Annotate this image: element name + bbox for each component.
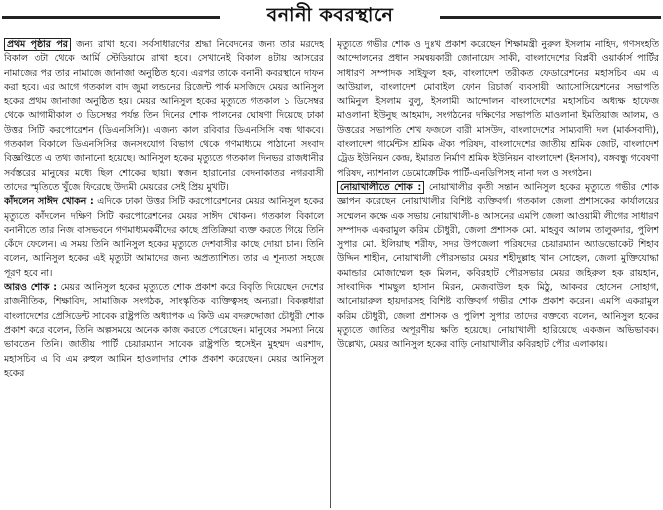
- paragraph-noakhali-text: নোয়াখালীর কৃতী সন্তান আনিসুল হকের মৃত্যুতে গভীর শোক জ্ঞাপন করেছেন নোয়াখালীর বিশিষ্ট ব্যক্তিবর্গ। গতকাল জেলা প্রশাসকের কার্যালয়ের সম্মেলন কক্ষে এক সভায় নোয়াখালী-৪ আসনের এমপি জেলা আওয়ামী লীগের সাধারণ সম্পাদক একরামুল করিম চৌধুরী, জেলা প্রশাসক মো. মাহবুব আলম তালুকদার, পুলিশ সুপার মো. ইলিয়াছ শরীফ, সদর উপজেলা পরিষদের চেয়ারম্যান অ্যাডভোকেট শিহাব উদ্দিন শাহীন, নোয়াখালী পৌরসভার মেয়র শহীদুল্লাহ খান সোহেল, জেলা মুক্তিযোদ্ধা কমান্ডার মোজাম্মেল হক মিলন, কবিরহাট পৌরসভার মেয়র জহিরুল হক রায়হান, সাংবাদিক শামছুল হাসান মিরন, মেজবাউল হক মিঠু, আকবর হোসেন সোহাগ, আনোয়ারুল হায়দারসহ বিশিষ্ট ব্যক্তিবর্গ গভীর শোক প্রকাশ করেন। এমপি একরামুল করিম চৌধুরী, জেলা প্রশাসক ও পুলিশ সুপার তাদের বক্তব্যে বলেন, আনিসুল হকের মৃত্যুতে জাতির অপূরণীয় ক্ষতি হয়েছে। নোয়াখালী হারিয়েছে একজন অভিভাবক। উল্লেখ্য, মেয়র আনিসুল হকের বাড়ি নোয়াখালীর কবিরহাট পৌর এলাকায়।: [337, 181, 659, 351]
- paragraph-more-condolence-text: মেয়র আনিসুল হকের মৃত্যুতে শোক প্রকাশ করে বিবৃতি দিয়েছেন দেশের রাজনীতিক, শিক্ষাবিদ, সামাজিক সংগঠক, সাংস্কৃতিক ব্যক্তিত্বসহ অন্যরা। বিকল্পধারা বাংলাদেশের প্রেসিডেন্ট সাবেক রাষ্ট্রপতি অধ্যাপক এ কিউ এম বদরুদ্দোজা চৌধুরী শোক প্রকাশ করে বলেন, তিনি অল্পসময়ে অনেক কাজ করতে পেরেছেন। মানুষের সমস্যা নিয়ে ভাবতেন তিনি। জাতীয় পার্টি চেয়ারম্যান সাবেক রাষ্ট্রপতি হুসেইন মুহম্মদ এরশাদ, মহাসচিব এ বি এম রুহুল আমিন হাওলাদার শোক প্রকাশ করেছেন। মেয়র আনিসুল হকের: [4, 282, 324, 379]
- paragraph-intro-text: জন্য রাখা হবে। সর্বসাধারণের শ্রদ্ধা নিবেদনের জন্য তার মরদেহ বিকাল ৩টা থেকে আর্মি স্টেডিয়ামে রাখা হবে। সেখানেই বিকাল ৪টায় আসরের নামাজের পর তার নামাজে জানাজা অনুষ্ঠিত হবে। এরপর তাকে বনানী কবরস্থানে দাফন করা হবে। এর আগে গতকাল বাদ জুমা লন্ডনের রিজেন্ট পার্ক মসজিদে মেয়র আনিসুল হকের প্রথম জানাজা অনুষ্ঠিত হয়। মেয়র আনিসুল হকের মৃত্যুতে গতকাল ১ ডিসেম্বর থেকে আগামীকাল ৩ ডিসেম্বর পর্যন্ত তিন দিনের শোক পালনের ঘোষণা দিয়েছে ঢাকা উত্তর সিটি করপোরেশন (ডিএনসিসি)। এজন্য কাল রবিবার ডিএনসিসি বন্ধ থাকবে। গতকাল বিকালে ডিএনসিসির জনসংযোগ বিভাগ থেকে গণমাধ্যমে পাঠানো সংবাদ বিজ্ঞপ্তিতে এ তথ্য জানানো হয়েছে। আনিসুল হকের মৃত্যুতে গতকাল দিনভর রাজধানীর সর্বস্তরের মানুষের মধ্যে ছিল শোকের ছায়া। স্বজন হারানোর বেদনাকাতর নগরবাসী তাদের স্মৃতিতে খুঁজে ফিরেছে উদ্যমী মেয়রের সেই প্রিয় মুখটি।: [4, 39, 324, 193]
- subhead-noakhali: নোয়াখালীতে শোক :: [337, 181, 424, 194]
- paragraph-intro: [4, 38, 324, 195]
- right-column: [337, 38, 659, 508]
- headline-rule-right: [440, 16, 661, 19]
- paragraph-khokon-text: এদিকে ঢাকা উত্তর সিটি করপোরেশনের মেয়র আনিসুল হকের মৃত্যুতে কাঁদলেন দক্ষিণ সিটি করপোরেশনের মেয়র সাঈদ খোকন। গতকাল বিকালে বনানীতে তার নিজ বাসভবনে গণমাধ্যমকর্মীদের কাছে প্রতিক্রিয়া ব্যক্ত করতে গিয়ে তিনি কেঁদে ফেলেন। এ সময় তিনি আনিসুল হকের মৃত্যুতে দেশবাসীর কাছে দোয়া চান। তিনি বলেন, আনিসুল হকের এই মৃত্যুটা আমাদের জন্য অপ্রত্যাশিত। তার এ শূন্যতা সহজে পূরণ হবে না।: [4, 196, 324, 279]
- paragraph-more-condolence: [4, 281, 324, 381]
- continued-label: প্রথম পৃষ্ঠার পর: [4, 38, 71, 51]
- headline-bar: [0, 0, 663, 34]
- headline-title: বনানী কবরস্থানে: [266, 4, 394, 26]
- column-divider: [330, 38, 331, 508]
- subhead-khokon: কাঁদলেন সাঈদ খোকন :: [4, 196, 94, 208]
- paragraph-condolence-list: মৃত্যুতে গভীর শোক ও দুঃখ প্রকাশ করেছেন শিক্ষামন্ত্রী নুরুল ইসলাম নাহিদ, গণসংহতি আন্দোলনের প্রধান সমন্বয়কারী জোনায়েদ সাকী, বাংলাদেশের বিপ্লবী ওয়ার্কার্স পার্টির সাধারণ সম্পাদক সাইফুল হক, বাংলাদেশ তরীকত ফেডারেশনের মহাসচিব এম এ আউয়াল, বাংলাদেশ মোবাইল ফোন রিচার্জ ব্যবসায়ী অ্যাসোসিয়েশনের সভাপতি আমিনুল ইসলাম বুলু, ইসলামী আন্দোলন বাংলাদেশের মহাসচিব অধ্যক্ষ হাফেজ মাওলানা ইউনুছ আহমাদ, সংগঠনের দক্ষিণের সভাপতি মাওলানা ইমতিয়াজ আলম, ও উত্তরের সভাপতি শেখ ফজলে বারী মাসউদ, বাংলাদেশের সাম্যবাদী দল (মার্কসবাদী), বাংলাদেশ গার্মেন্টস শ্রমিক ঐক্য পরিষদ, বাংলাদেশের জাতীয় শ্রমিক জোট, বাংলাদেশ ট্রেড ইউনিয়ন কেন্দ্র, ইমারত নির্মাণ শ্রমিক ইউনিয়ন বাংলাদেশ (ইনসাব), বঙ্গবন্ধু গবেষণা পরিষদ, ন্যাশনাল ডেমোক্রেটিক পার্টি-এনডিপিসহ নানা দল ও সংগঠন।: [337, 39, 659, 179]
- left-column: [4, 38, 324, 508]
- paragraph-khokon: [4, 195, 324, 281]
- subhead-more-condolence: আরও শোক :: [4, 282, 57, 294]
- paragraph-noakhali: [337, 181, 659, 353]
- headline-rule-left: [2, 16, 220, 19]
